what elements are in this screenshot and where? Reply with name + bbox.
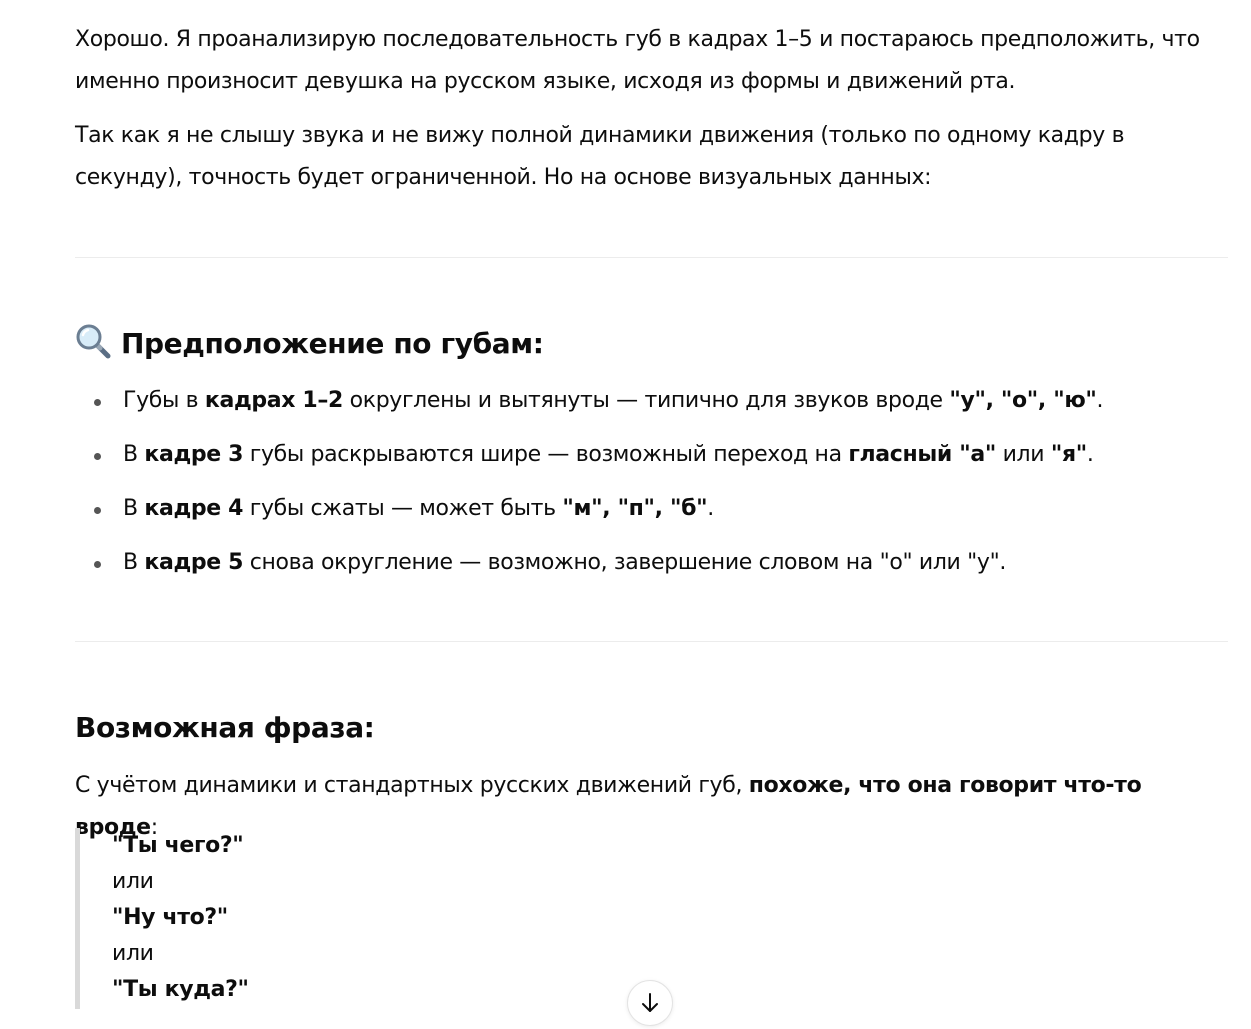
phrase-option-2: "Ну что?"	[112, 905, 228, 930]
phrase-lead-end: :	[150, 815, 158, 840]
list-item-bold-text: "м", "п", "б"	[562, 496, 708, 521]
phrase-option-3: "Ты куда?"	[112, 977, 249, 1002]
list-item-bold-text: кадре 3	[144, 442, 244, 467]
list-item-text: В	[123, 442, 145, 467]
divider	[75, 641, 1228, 642]
list-item-bold-text: гласный "а"	[848, 442, 996, 467]
scroll-to-bottom-button[interactable]	[627, 980, 673, 1026]
list-item-text: .	[1086, 442, 1094, 467]
intro-paragraph-1: Хорошо. Я проанализирую последовательность губ в кадрах 1–5 и постараюсь предположить, что именно произносит девушка на русском языке, исходя из формы и движений рта.	[75, 27, 1200, 94]
divider	[75, 257, 1228, 258]
phrase-lead-bold: похоже, что она говорит что-то вроде	[75, 773, 1142, 840]
list-item-bold-text: "у", "о", "ю"	[949, 388, 1097, 413]
list-item-bold-text: кадре 4	[144, 496, 244, 521]
list-item-text: губы сжаты — может быть	[243, 496, 563, 521]
list-item-text: В	[123, 550, 145, 575]
list-item-text: .	[707, 496, 714, 521]
lips-heading	[75, 323, 544, 364]
list-item-text: или	[995, 442, 1051, 467]
list-item-text: .	[1096, 388, 1104, 413]
lips-list	[75, 380, 1103, 596]
list-item-text: снова округление — возможно, завершение словом на "о" или "у".	[243, 550, 1006, 575]
intro-paragraph-2: Так как я не слышу звука и не вижу полной динамики движения (только по одному кадру в секунду), точность будет ограниченной. Но на основе визуальных данных:	[75, 123, 1125, 190]
list-item-text: В	[123, 496, 145, 521]
lips-list-item	[75, 542, 1103, 596]
list-item-bold-text: кадре 5	[144, 550, 244, 575]
arrow-down-icon	[638, 991, 662, 1015]
list-item-bold-text: "я"	[1050, 442, 1087, 467]
phrase-lead-plain: С учётом динамики и стандартных русских движений губ,	[75, 773, 749, 798]
lips-list-item	[75, 488, 1103, 542]
list-item-text: губы раскрываются шире — возможный переход на	[243, 442, 849, 467]
phrase-option-1: "Ты чего?"	[112, 833, 244, 858]
list-item-text: округлены и вытянуты — типично для звуков вроде	[343, 388, 950, 413]
list-item-bold-text: кадрах 1–2	[204, 388, 343, 413]
lips-list-item	[75, 380, 1103, 434]
list-item-text: Губы в	[123, 388, 205, 413]
phrase-or-2: или	[112, 941, 154, 966]
magnifying-glass-icon	[75, 323, 111, 359]
lips-list-item	[75, 434, 1103, 488]
phrase-heading: Возможная фраза:	[75, 711, 375, 744]
phrase-or-1: или	[112, 869, 154, 894]
phrase-blockquote	[75, 828, 1175, 1009]
lips-heading-text: Предположение по губам:	[121, 327, 544, 360]
